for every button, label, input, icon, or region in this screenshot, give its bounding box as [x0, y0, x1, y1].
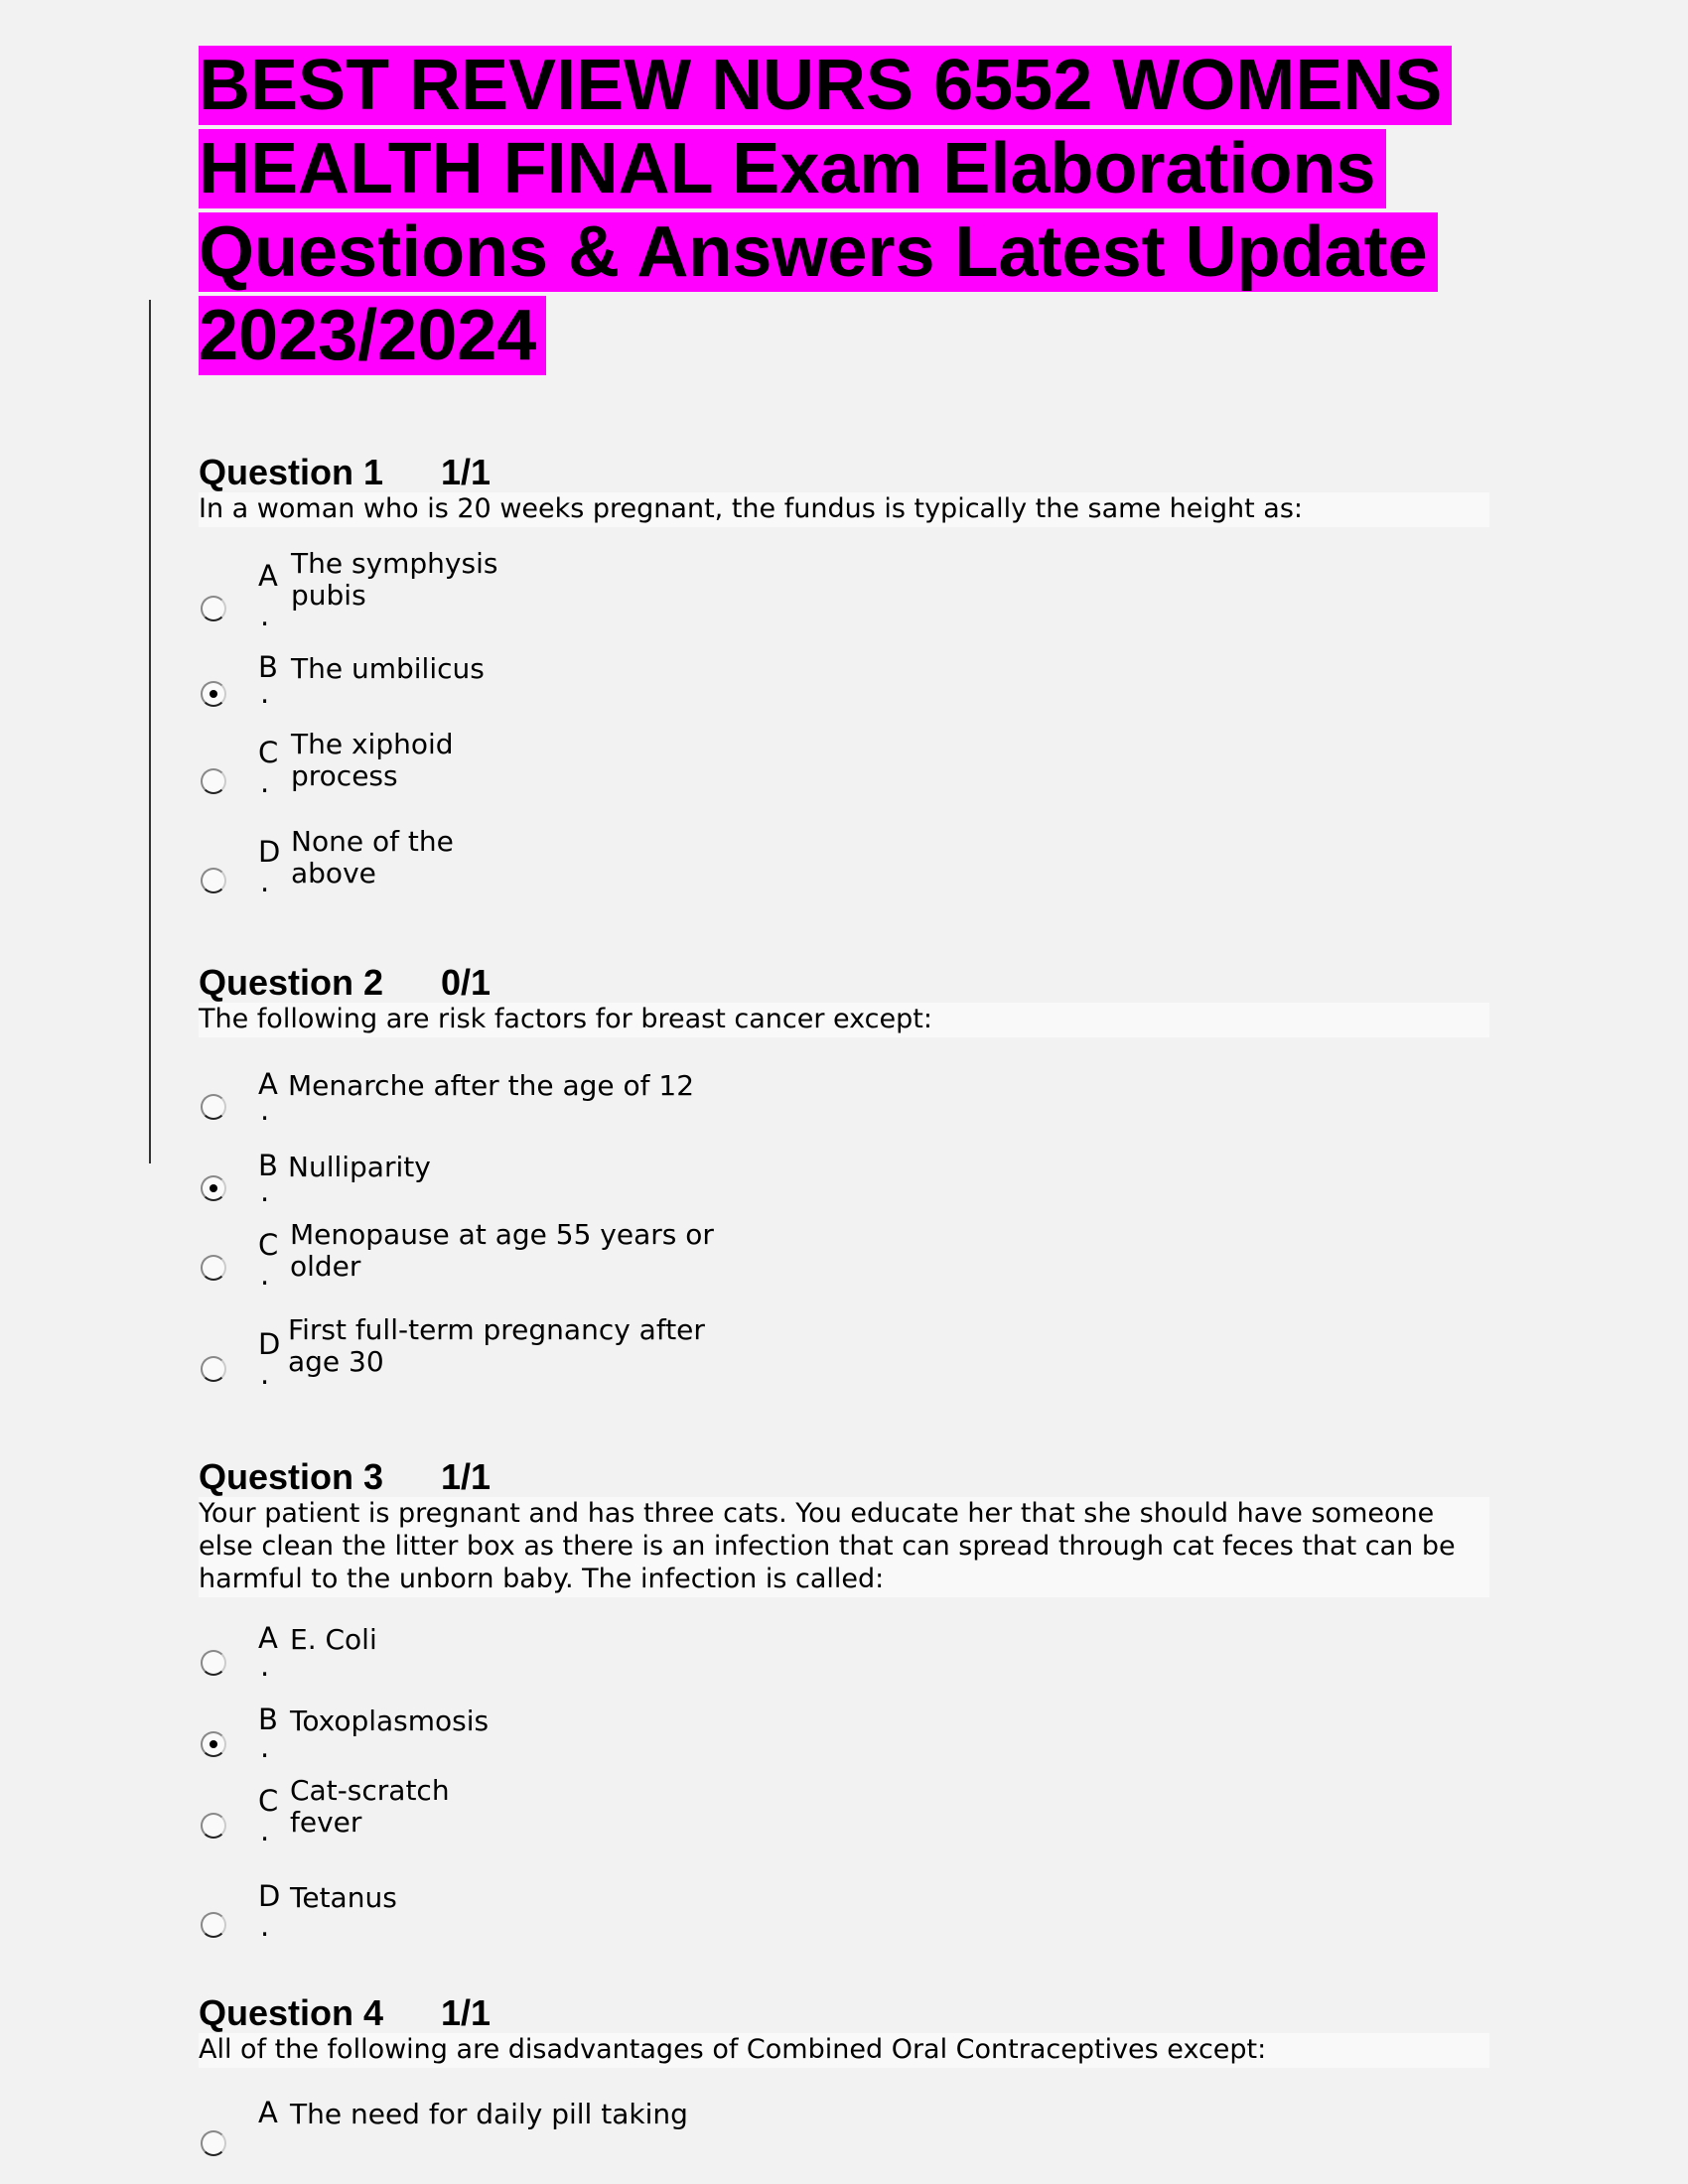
title-line: BEST REVIEW NURS 6552 WOMENS [199, 46, 1452, 125]
radio-button-selected[interactable] [201, 1731, 226, 1757]
radio-button[interactable] [201, 2130, 226, 2156]
question-4 [199, 1992, 1489, 2130]
radio-button[interactable] [201, 868, 226, 893]
option-text: None of the above [291, 825, 454, 889]
option-text: The need for daily pill taking [290, 2098, 688, 2130]
radio-button-selected[interactable] [201, 1175, 226, 1201]
option-letter: C [258, 1228, 279, 1262]
radio-button[interactable] [201, 1094, 226, 1120]
radio-button[interactable] [201, 1912, 226, 1938]
question-label: Question 4 [199, 1992, 384, 2033]
option-text: Tetanus [290, 1881, 397, 1914]
radio-button[interactable] [201, 1813, 226, 1839]
option-dot: . [260, 865, 270, 898]
option-text: The umbilicus [291, 652, 485, 685]
title-line: HEALTH FINAL Exam Elaborations [199, 129, 1386, 208]
radio-button[interactable] [201, 1255, 226, 1281]
question-score: 1/1 [441, 1992, 492, 2033]
radio-button[interactable] [201, 596, 226, 621]
radio-button-selected[interactable] [201, 681, 226, 707]
question-score: 1/1 [441, 452, 492, 492]
question-text: Your patient is pregnant and has three cats. You educate her that she should have someone else clean the litter box as there is an infection that can spread through cat feces that can be harmful to the unborn baby. The infection is called: [199, 1497, 1489, 1597]
question-1 [199, 452, 1489, 898]
question-text: In a woman who is 20 weeks pregnant, the fundus is typically the same height as: [199, 492, 1489, 527]
option-letter: A [258, 1067, 278, 1101]
question-label: Question 3 [199, 1456, 384, 1497]
option-text: Toxoplasmosis [290, 1705, 490, 1737]
question-score: 1/1 [441, 1456, 492, 1497]
question-3 [199, 1456, 1489, 1943]
option-letter: A [258, 2096, 278, 2129]
option-text: The symphysis pubis [291, 547, 498, 612]
option-letter: B [258, 1149, 278, 1182]
option-dot: . [260, 1357, 270, 1391]
question-text: The following are risk factors for breast cancer except: [199, 1003, 1489, 1037]
option-text: The xiphoid process [291, 728, 454, 792]
option-dot: . [260, 676, 270, 710]
option-letter: A [258, 1621, 278, 1655]
option-letter: C [258, 1784, 279, 1818]
option-dot: . [260, 1174, 270, 1208]
margin-rule [149, 300, 151, 1163]
radio-button[interactable] [201, 1356, 226, 1382]
option-text: Menopause at age 55 years or older [290, 1218, 714, 1283]
option-letter: B [258, 1703, 278, 1736]
option-letter: B [258, 650, 278, 684]
option-dot: . [260, 1730, 270, 1764]
option-text: E. Coli [290, 1623, 377, 1656]
option-dot: . [260, 1909, 270, 1943]
radio-button[interactable] [201, 768, 226, 794]
question-text: All of the following are disadvantages of Combined Oral Contraceptives except: [199, 2033, 1489, 2068]
question-score: 0/1 [441, 962, 492, 1003]
question-label: Question 1 [199, 452, 384, 492]
option-dot: . [260, 1814, 270, 1847]
title-line: Questions & Answers Latest Update [199, 212, 1438, 292]
question-2 [199, 962, 1489, 1391]
option-letter: C [258, 736, 279, 769]
option-dot: . [260, 599, 270, 632]
question-header [199, 1457, 1489, 1497]
option-dot: . [260, 1093, 270, 1127]
radio-button[interactable] [201, 1650, 226, 1676]
option-dot: . [260, 1649, 270, 1683]
option-text: First full-term pregnancy after age 30 [288, 1313, 705, 1378]
option-letter: A [258, 559, 278, 593]
option-text: Cat-scratch fever [290, 1774, 450, 1839]
option-letter: D [258, 835, 281, 869]
question-header [199, 963, 1489, 1003]
option-letter: D [258, 1879, 281, 1913]
page-title [199, 44, 1529, 377]
question-header [199, 1993, 1489, 2033]
question-label: Question 2 [199, 962, 384, 1003]
option-text: Menarche after the age of 12 [288, 1069, 695, 1102]
option-dot: . [260, 765, 270, 799]
option-text: Nulliparity [288, 1151, 431, 1183]
option-letter: D [258, 1327, 281, 1361]
title-line: 2023/2024 [199, 296, 546, 375]
question-header [199, 453, 1489, 492]
option-dot: . [260, 1258, 270, 1292]
